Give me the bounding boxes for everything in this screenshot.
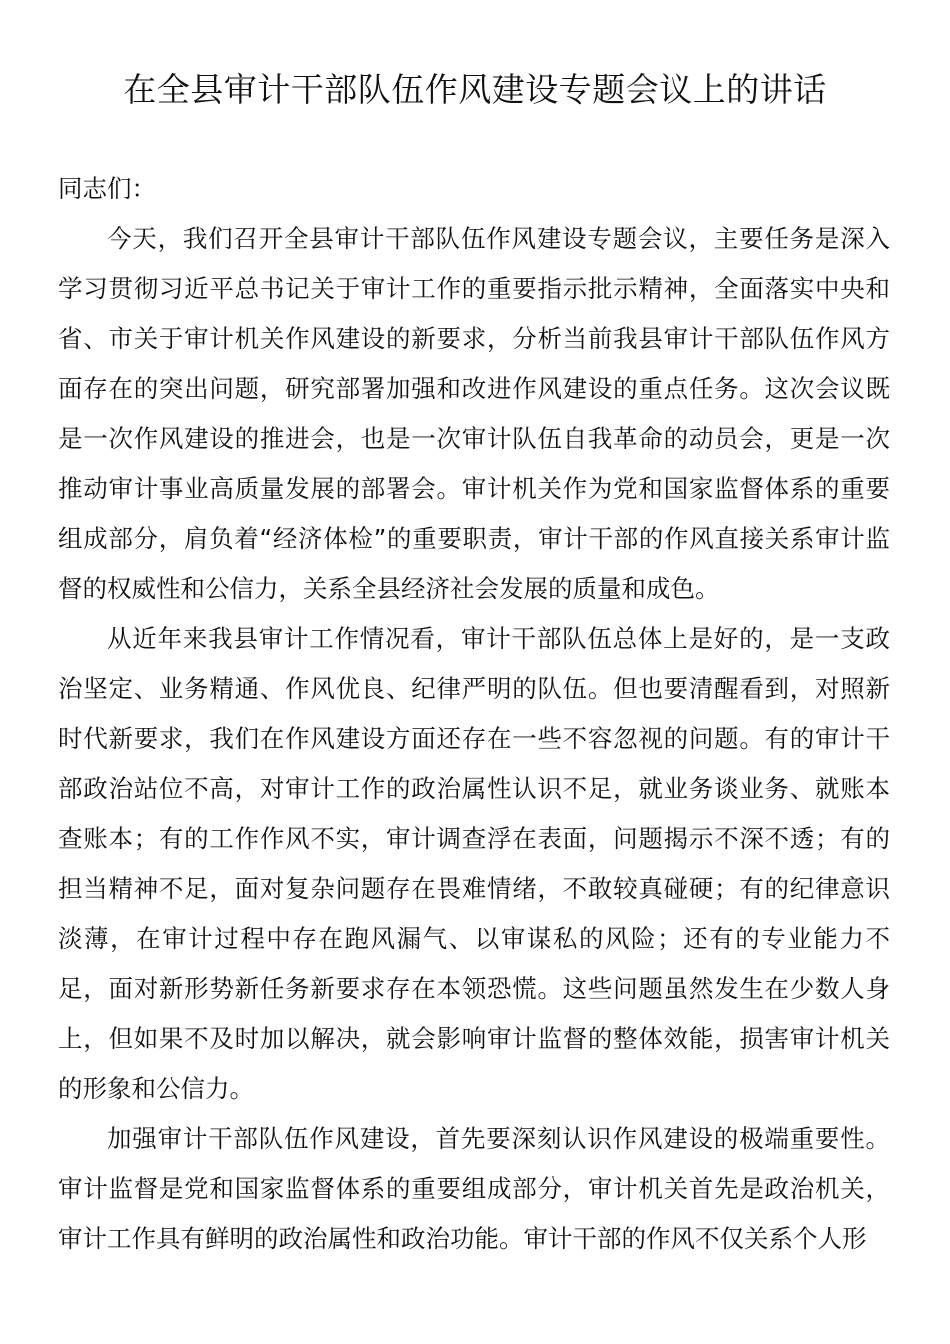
document-title: 在全县审计干部队伍作风建设专题会议上的讲话	[123, 70, 827, 109]
paragraph-1: 今天，我们召开全县审计干部队伍作风建设专题会议，主要任务是深入学习贯彻习近平总书记关于审计工作的重要指示批示精神，全面落实中央和省、市关于审计机关作风建设的新要求，分析当前我县审计干部队伍作风方面存在的突出问题，研究部署加强和改进作风建设的重点任务。这次会议既是一次作风建设的推进会，也是一次审计队伍自我革命的动员会，更是一次推动审计事业高质量发展的部署会。审计机关作为党和国家监督体系的重要组成部分，肩负着“经济体检”的重要职责，审计干部的作风直接关系审计监督的权威性和公信力，关系全县经济社会发展的质量和成色。	[58, 224, 890, 603]
paragraph-3: 加强审计干部队伍作风建设，首先要深刻认识作风建设的极端重要性。审计监督是党和国家监督体系的重要组成部分，审计机关首先是政治机关，审计工作具有鲜明的政治属性和政治功能。审计干部的作风不仅关系个人形	[58, 1124, 890, 1253]
paragraph-2: 从近年来我县审计工作情况看，审计干部队伍总体上是好的，是一支政治坚定、业务精通、作风优良、纪律严明的队伍。但也要清醒看到，对照新时代新要求，我们在作风建设方面还存在一些不容忽视的问题。有的审计干部政治站位不高，对审计工作的政治属性认识不足，就业务谈业务、就账本查账本；有的工作作风不实，审计调查浮在表面，问题揭示不深不透；有的担当精神不足，面对复杂问题存在畏难情绪，不敢较真碰硬；有的纪律意识淡薄，在审计过程中存在跑风漏气、以审谋私的风险；还有的专业能力不足，面对新形势新任务新要求存在本领恐慌。这些问题虽然发生在少数人身上，但如果不及时加以解决，就会影响审计监督的整体效能，损害审计机关的形象和公信力。	[58, 624, 890, 1103]
salutation: 同志们：	[58, 174, 156, 203]
document-body	[58, 164, 890, 1264]
